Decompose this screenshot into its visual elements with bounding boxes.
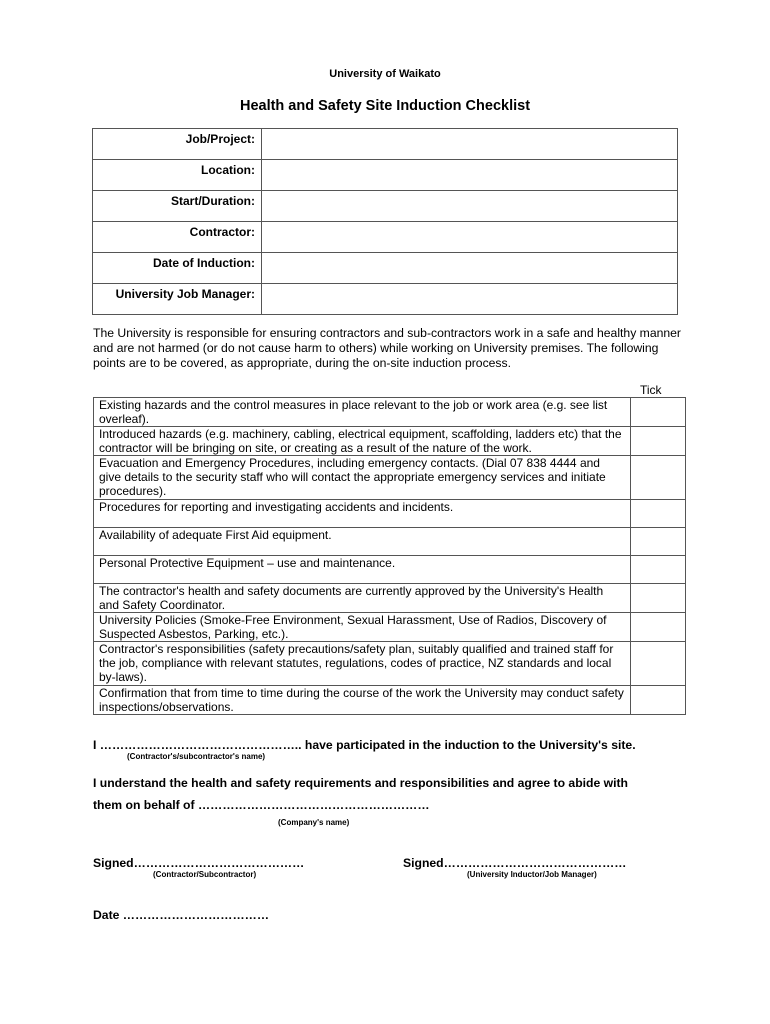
info-label: Location: (93, 160, 262, 191)
tick-box[interactable] (630, 427, 685, 456)
contractor-signature-caption: (Contractor/Subcontractor) (153, 870, 257, 879)
checklist-row (94, 584, 686, 613)
location-field[interactable] (262, 160, 678, 191)
info-label: Job/Project: (93, 129, 262, 160)
intro-paragraph: The University is responsible for ensuring contractors and sub-contractors work in a safe and healthy manner and are not harmed (or do not cause harm to others) while working on University premises. The following points are to be covered, as appropriate, during the on-site induction process. (93, 326, 681, 370)
date-of-induction-field[interactable] (262, 253, 678, 284)
checklist-item: Existing hazards and the control measures in place relevant to the job or work area (e.g. see list overleaf). (94, 398, 631, 427)
tick-box[interactable] (630, 398, 685, 427)
company-name-caption: (Company's name) (278, 818, 350, 827)
induction-info-table (92, 128, 678, 315)
manager-signature-line[interactable]: Signed……………………………………… (403, 856, 627, 870)
info-row (93, 253, 678, 284)
manager-signature-caption: (University Inductor/Job Manager) (467, 870, 597, 879)
checklist-item: Availability of adequate First Aid equipment. (94, 528, 631, 556)
checklist-row (94, 686, 686, 715)
checklist-row (94, 528, 686, 556)
tick-header: Tick (640, 383, 662, 397)
tick-box[interactable] (630, 556, 685, 584)
contractor-name-caption: (Contractor's/subcontractor's name) (127, 752, 266, 761)
checklist-row (94, 642, 686, 686)
tick-box[interactable] (630, 456, 685, 500)
info-row (93, 129, 678, 160)
tick-box[interactable] (630, 686, 685, 715)
checklist-item: Introduced hazards (e.g. machinery, cabling, electrical equipment, scaffolding, ladders etc) that the contractor will be bringing on site, or creating as a result of the nature of the work. (94, 427, 631, 456)
induction-checklist (93, 397, 686, 715)
job-manager-field[interactable] (262, 284, 678, 315)
info-label: Start/Duration: (93, 191, 262, 222)
checklist-row (94, 427, 686, 456)
info-row (93, 222, 678, 253)
date-line[interactable]: Date ……………………………… (93, 908, 270, 922)
info-row (93, 284, 678, 315)
checklist-item: Personal Protective Equipment – use and maintenance. (94, 556, 631, 584)
university-name: University of Waikato (329, 68, 441, 80)
tick-box[interactable] (630, 528, 685, 556)
checklist-item: Procedures for reporting and investigating accidents and incidents. (94, 500, 631, 528)
tick-box[interactable] (630, 500, 685, 528)
contractor-signature-line[interactable]: Signed…………………………………… (93, 856, 305, 870)
checklist-item: University Policies (Smoke-Free Environment, Sexual Harassment, Use of Radios, Discovery of Suspected Asbestos, Parking, etc.). (94, 613, 631, 642)
checklist-row (94, 613, 686, 642)
info-label: Date of Induction: (93, 253, 262, 284)
checklist-item: Evacuation and Emergency Procedures, including emergency contacts. (Dial 07 838 4444 and give details to the security staff who will contact the appropriate emergency services and initiate procedures). (94, 456, 631, 500)
info-label: Contractor: (93, 222, 262, 253)
tick-box[interactable] (630, 642, 685, 686)
job-project-field[interactable] (262, 129, 678, 160)
checklist-item: The contractor's health and safety documents are currently approved by the University's Health and Safety Coordinator. (94, 584, 631, 613)
checklist-item: Contractor's responsibilities (safety precautions/safety plan, suitably qualified and trained staff for the job, compliance with relevant statutes, regulations, codes of practice, NZ standards and local by-laws). (94, 642, 631, 686)
checklist-item: Confirmation that from time to time during the course of the work the University may conduct safety inspections/observations. (94, 686, 631, 715)
info-label: University Job Manager: (93, 284, 262, 315)
info-row (93, 191, 678, 222)
checklist-row (94, 398, 686, 427)
company-name-line[interactable]: them on behalf of ………………………………………………… (93, 798, 430, 812)
tick-box[interactable] (630, 613, 685, 642)
declaration-text: I understand the health and safety requirements and responsibilities and agree to abide with (93, 776, 629, 790)
checklist-row (94, 556, 686, 584)
checklist-row (94, 456, 686, 500)
page-title: Health and Safety Site Induction Checklist (239, 98, 531, 114)
start-duration-field[interactable] (262, 191, 678, 222)
checklist-row (94, 500, 686, 528)
info-row (93, 160, 678, 191)
tick-box[interactable] (630, 584, 685, 613)
contractor-name-line[interactable]: I ………………………………………….. have participated in the induction to the University's site. (93, 738, 636, 752)
contractor-field[interactable] (262, 222, 678, 253)
